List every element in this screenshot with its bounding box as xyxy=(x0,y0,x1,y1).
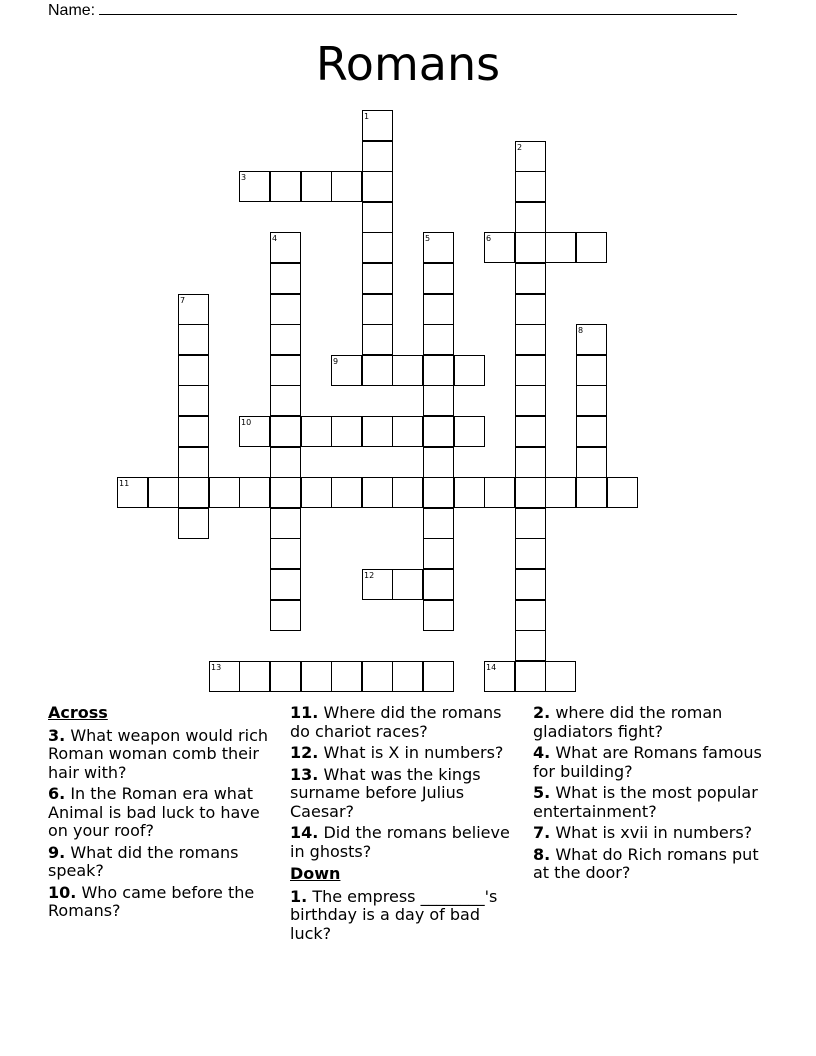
clue-number: 8. xyxy=(533,844,551,864)
grid-cell[interactable] xyxy=(209,477,240,508)
grid-cell[interactable] xyxy=(423,294,454,325)
grid-cell[interactable] xyxy=(270,600,301,631)
grid-cell[interactable] xyxy=(576,355,607,386)
grid-cell[interactable] xyxy=(301,661,332,692)
grid-cell[interactable] xyxy=(148,477,179,508)
grid-cell[interactable] xyxy=(392,661,423,692)
grid-cell[interactable] xyxy=(576,477,607,508)
grid-cell[interactable] xyxy=(545,477,576,508)
clue-text: What was the kings surname before Julius Caesar? xyxy=(290,764,481,821)
grid-cell[interactable] xyxy=(515,232,546,263)
grid-cell[interactable] xyxy=(423,508,454,539)
grid-cell[interactable] xyxy=(178,385,209,416)
grid-cell[interactable] xyxy=(270,385,301,416)
grid-cell[interactable] xyxy=(484,661,515,692)
down-heading: Down xyxy=(290,864,341,883)
cell-number: 3 xyxy=(241,173,247,182)
grid-cell[interactable] xyxy=(331,661,362,692)
grid-cell[interactable] xyxy=(423,600,454,631)
grid-cell[interactable] xyxy=(392,355,423,386)
cell-number: 10 xyxy=(241,418,252,427)
grid-cell[interactable] xyxy=(117,477,148,508)
grid-cell[interactable] xyxy=(423,232,454,263)
across-clue xyxy=(290,824,522,861)
cell-number: 1 xyxy=(364,112,370,121)
name-label: Name: xyxy=(48,2,96,19)
clue-text: What is the most popular entertainment? xyxy=(533,783,758,821)
grid-cell[interactable] xyxy=(362,294,393,325)
grid-cell[interactable] xyxy=(362,141,393,172)
clue-text: In the Roman era what Animal is bad luck to have on your roof? xyxy=(48,784,260,840)
grid-cell[interactable] xyxy=(515,447,546,478)
grid-cell[interactable] xyxy=(545,232,576,263)
puzzle-title: Romans xyxy=(315,37,501,91)
cell-number: 2 xyxy=(517,143,523,152)
clue-number: 13. xyxy=(290,764,319,784)
cell-number: 5 xyxy=(425,234,431,243)
grid-cell[interactable] xyxy=(515,355,546,386)
grid-cell[interactable] xyxy=(270,324,301,355)
grid-cell[interactable] xyxy=(515,294,546,325)
clue-number: 2. xyxy=(533,703,551,722)
down-clue xyxy=(533,846,765,883)
grid-cell[interactable] xyxy=(484,477,515,508)
grid-cell[interactable] xyxy=(270,569,301,600)
cell-number: 6 xyxy=(486,234,492,243)
down-clue xyxy=(533,744,765,781)
grid-cell[interactable] xyxy=(362,171,393,202)
grid-cell[interactable] xyxy=(423,385,454,416)
clue-text: What is xvii in numbers? xyxy=(555,823,753,842)
cell-number: 14 xyxy=(486,663,497,672)
clue-number: 12. xyxy=(290,743,319,762)
grid-cell[interactable] xyxy=(515,263,546,294)
grid-cell[interactable] xyxy=(515,385,546,416)
grid-cell[interactable] xyxy=(515,600,546,631)
grid-cell[interactable] xyxy=(362,324,393,355)
clue-text: What do Rich romans put at the door? xyxy=(533,844,759,882)
clue-number: 5. xyxy=(533,783,551,802)
cell-number: 8 xyxy=(578,326,584,335)
clue-column-3 xyxy=(533,700,765,886)
grid-cell[interactable] xyxy=(362,263,393,294)
grid-cell[interactable] xyxy=(454,477,485,508)
grid-cell[interactable] xyxy=(270,508,301,539)
clue-column-2 xyxy=(290,700,522,946)
clue-text: where did the roman gladiators fight? xyxy=(533,703,723,741)
grid-cell[interactable] xyxy=(423,416,454,447)
grid-cell[interactable] xyxy=(576,324,607,355)
grid-cell[interactable] xyxy=(515,538,546,569)
grid-cell[interactable] xyxy=(515,202,546,233)
grid-cell[interactable] xyxy=(607,477,638,508)
grid-cell[interactable] xyxy=(392,416,423,447)
across-clue xyxy=(48,884,280,921)
grid-cell[interactable] xyxy=(239,171,270,202)
down-clue xyxy=(290,888,522,944)
grid-cell[interactable] xyxy=(423,569,454,600)
grid-cell[interactable] xyxy=(423,447,454,478)
grid-cell[interactable] xyxy=(515,569,546,600)
grid-cell[interactable] xyxy=(392,569,423,600)
grid-cell[interactable] xyxy=(362,232,393,263)
grid-cell[interactable] xyxy=(515,630,546,661)
grid-cell[interactable] xyxy=(576,232,607,263)
grid-cell[interactable] xyxy=(270,416,301,447)
grid-cell[interactable] xyxy=(301,477,332,508)
clue-text: The empress ________'s birthday is a day of bad luck? xyxy=(290,886,498,943)
clue-text: What did the romans speak? xyxy=(48,842,239,880)
grid-cell[interactable] xyxy=(576,385,607,416)
grid-cell[interactable] xyxy=(515,661,546,692)
grid-cell[interactable] xyxy=(270,661,301,692)
across-clue xyxy=(48,844,280,881)
clue-number: 4. xyxy=(533,743,551,762)
clue-number: 7. xyxy=(533,823,551,842)
grid-cell[interactable] xyxy=(576,416,607,447)
grid-cell[interactable] xyxy=(423,538,454,569)
down-clue xyxy=(533,784,765,821)
clue-number: 11. xyxy=(290,703,319,722)
grid-cell[interactable] xyxy=(362,110,393,141)
grid-cell[interactable] xyxy=(423,355,454,386)
grid-cell[interactable] xyxy=(362,477,393,508)
clue-text: Did the romans believe in ghosts? xyxy=(290,823,510,861)
grid-cell[interactable] xyxy=(576,447,607,478)
grid-cell[interactable] xyxy=(515,171,546,202)
clue-text: What weapon would rich Roman woman comb their hair with? xyxy=(48,725,269,782)
cell-number: 12 xyxy=(364,571,375,580)
grid-cell[interactable] xyxy=(270,355,301,386)
grid-cell[interactable] xyxy=(209,661,240,692)
grid-cell[interactable] xyxy=(362,202,393,233)
grid-cell[interactable] xyxy=(178,324,209,355)
across-clue xyxy=(48,727,280,783)
grid-cell[interactable] xyxy=(423,661,454,692)
across-clue xyxy=(290,744,522,763)
grid-cell[interactable] xyxy=(270,294,301,325)
grid-cell[interactable] xyxy=(301,416,332,447)
grid-cell[interactable] xyxy=(239,661,270,692)
grid-cell[interactable] xyxy=(454,416,485,447)
grid-cell[interactable] xyxy=(423,263,454,294)
across-clue xyxy=(48,785,280,841)
grid-cell[interactable] xyxy=(178,447,209,478)
grid-cell[interactable] xyxy=(484,232,515,263)
cell-number: 4 xyxy=(272,234,278,243)
grid-cell[interactable] xyxy=(270,447,301,478)
cell-number: 9 xyxy=(333,357,339,366)
clue-number: 3. xyxy=(48,725,66,745)
grid-cell[interactable] xyxy=(392,477,423,508)
clue-number: 6. xyxy=(48,784,66,803)
grid-cell[interactable] xyxy=(331,355,362,386)
grid-cell[interactable] xyxy=(270,232,301,263)
grid-cell[interactable] xyxy=(178,294,209,325)
cell-number: 11 xyxy=(119,479,130,488)
clue-text: Where did the romans do chariot races? xyxy=(290,703,502,741)
down-clue xyxy=(533,824,765,843)
grid-cell[interactable] xyxy=(331,477,362,508)
grid-cell[interactable] xyxy=(515,477,546,508)
across-heading: Across xyxy=(48,703,108,722)
grid-cell[interactable] xyxy=(270,477,301,508)
grid-cell[interactable] xyxy=(178,508,209,539)
clue-text: What are Romans famous for building? xyxy=(533,743,762,781)
grid-cell[interactable] xyxy=(178,355,209,386)
clue-number: 14. xyxy=(290,823,319,842)
grid-cell[interactable] xyxy=(515,141,546,172)
grid-cell[interactable] xyxy=(362,355,393,386)
grid-cell[interactable] xyxy=(362,569,393,600)
grid-cell[interactable] xyxy=(423,477,454,508)
grid-cell[interactable] xyxy=(178,416,209,447)
grid-cell[interactable] xyxy=(239,477,270,508)
clue-text: Who came before the Romans? xyxy=(48,882,255,920)
grid-cell[interactable] xyxy=(178,477,209,508)
grid-cell[interactable] xyxy=(515,508,546,539)
grid-cell[interactable] xyxy=(331,416,362,447)
grid-cell[interactable] xyxy=(454,355,485,386)
grid-cell[interactable] xyxy=(515,324,546,355)
clue-column-1 xyxy=(48,700,280,924)
down-clue xyxy=(533,704,765,741)
across-clue xyxy=(290,766,522,822)
grid-cell[interactable] xyxy=(545,661,576,692)
grid-cell[interactable] xyxy=(239,416,270,447)
clue-number: 10. xyxy=(48,882,77,902)
grid-cell[interactable] xyxy=(331,171,362,202)
clue-number: 9. xyxy=(48,842,66,862)
grid-cell[interactable] xyxy=(423,324,454,355)
grid-cell[interactable] xyxy=(270,263,301,294)
grid-cell[interactable] xyxy=(515,416,546,447)
clue-number: 1. xyxy=(290,886,308,906)
across-clue xyxy=(290,704,522,741)
grid-cell[interactable] xyxy=(270,171,301,202)
cell-number: 7 xyxy=(180,296,186,305)
grid-cell[interactable] xyxy=(301,171,332,202)
grid-cell[interactable] xyxy=(362,416,393,447)
grid-cell[interactable] xyxy=(270,538,301,569)
clue-text: What is X in numbers? xyxy=(323,743,504,762)
grid-cell[interactable] xyxy=(362,661,393,692)
cell-number: 13 xyxy=(211,663,222,672)
